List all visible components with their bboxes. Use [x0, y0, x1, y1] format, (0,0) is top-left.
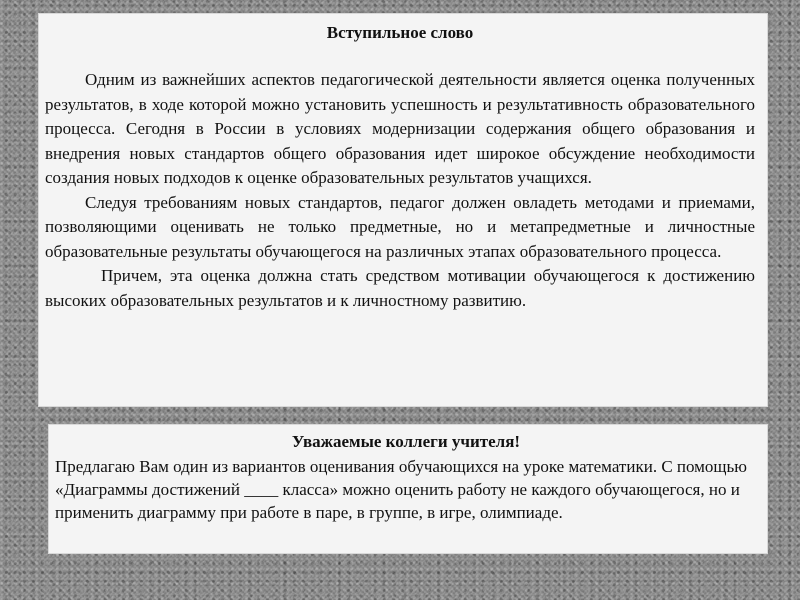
appeal-text: Предлагаю Вам один из вариантов оценивания обучающихся на уроке математики. С помощью «Диаграммы достижений ____ класса» можно оценить работу не каждого обучающегося, но и применить диаграмму при работе в паре, в группе, в игре, олимпиаде.	[55, 457, 747, 522]
intro-paragraph-3: Причем, эта оценка должна стать средством мотивации обучающегося к достижению высоких образовательных результатов и к личностному развитию.	[45, 266, 755, 310]
intro-paragraph-1: Одним из важнейших аспектов педагогической деятельности является оценка полученных результатов, в ходе которой можно установить успешность и результативность образовательного процесса. Сегодня в России в условиях модернизации содержания общего образования и внедрения новых стандартов общего образования идет широкое обсуждение необходимости создания новых подходов к оценке образовательных результатов учащихся.	[45, 70, 755, 187]
appeal-panel	[48, 424, 768, 554]
intro-panel	[38, 13, 768, 407]
intro-paragraph-2: Следуя требованиям новых стандартов, педагог должен овладеть методами и приемами, позволяющими оценивать не только предметные, но и метапредметные и личностные образовательные результаты обучающегося на различных этапах образовательного процесса.	[45, 192, 755, 261]
intro-title: Вступильное слово	[326, 23, 474, 42]
appeal-title: Уважаемые коллеги учителя!	[291, 432, 521, 451]
